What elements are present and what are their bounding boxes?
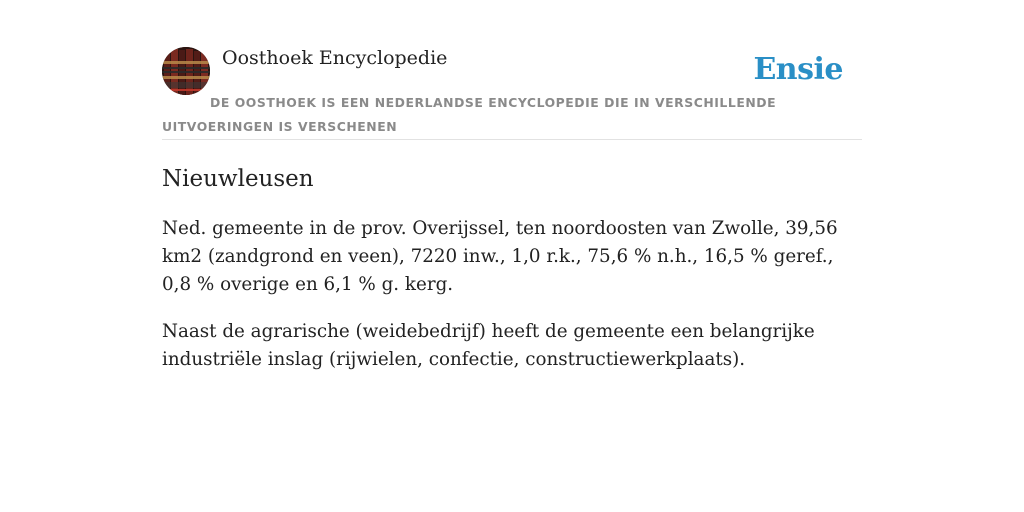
encyclopedia-books-icon[interactable] [162, 47, 210, 95]
site-title-link[interactable]: Oosthoek Encyclopedie [222, 47, 448, 69]
article [162, 161, 862, 374]
site-tagline: DE OOSTHOEK IS EEN NEDERLANDSE ENCYCLOPEDIE DIE IN VERSCHILLENDE UITVOERINGEN IS VERSCHENEN [162, 95, 777, 134]
header [162, 44, 862, 140]
article-paragraph: Ned. gemeente in de prov. Overijssel, ten noordoosten van Zwolle, 39,56 km2 (zandgrond en veen), 7220 inw., 1,0 r.k., 75,6 % n.h., 16,5 % geref., 0,8 % overige en 6,1 % g. kerg. [162, 218, 838, 295]
ensie-logo-link[interactable]: Ensie [753, 52, 843, 87]
article-paragraph: Naast de agrarische (weidebedrijf) heeft de gemeente een belangrijke industriële inslag (rijwielen, confectie, constructiewerkplaats). [162, 321, 815, 370]
article-title: Nieuwleusen [162, 166, 314, 192]
